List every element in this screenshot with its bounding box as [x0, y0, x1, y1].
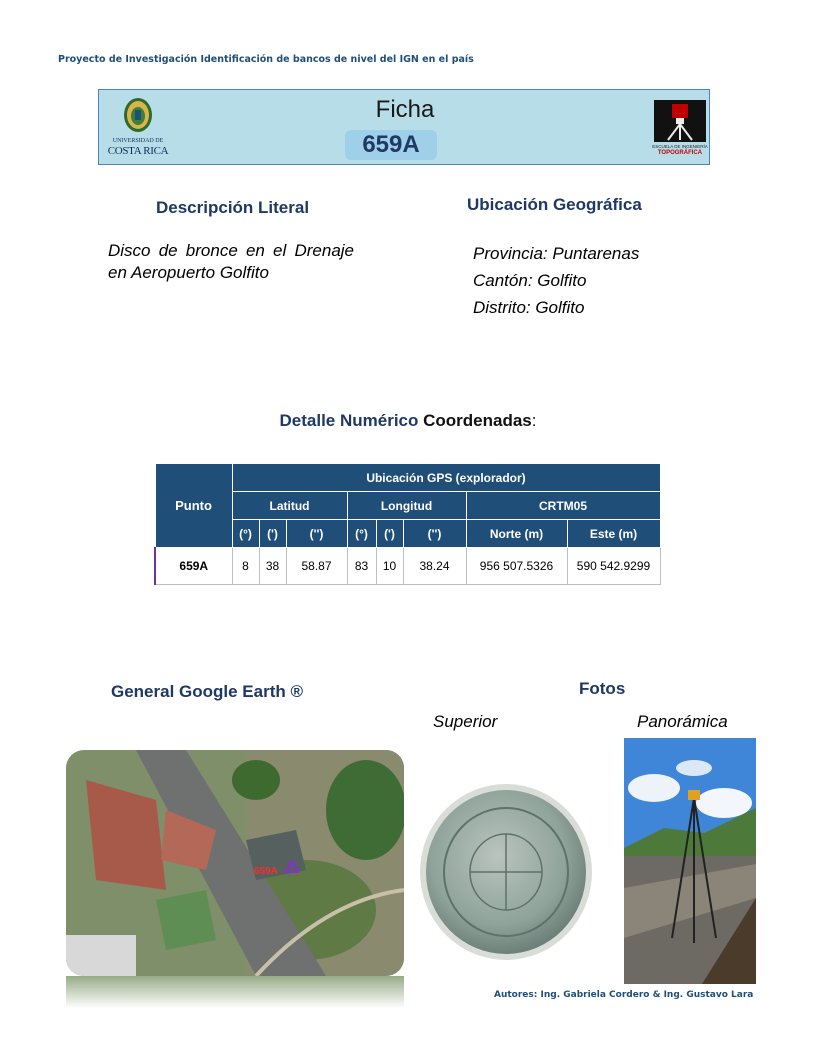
authors-footer: Autores: Ing. Gabriela Cordero & Ing. Gustavo Lara	[494, 990, 754, 1000]
ubicacion-details	[473, 240, 639, 321]
table-row	[155, 548, 660, 585]
topo-logo-line2: TOPOGRÁFICA	[657, 150, 703, 156]
norte-header: Norte (m)	[466, 520, 567, 548]
cell-lon-deg: 83	[347, 548, 376, 585]
aerial-map-image	[66, 750, 404, 976]
ficha-number: 659A	[345, 130, 437, 160]
lon-sec-header: ('')	[403, 520, 466, 548]
lat-sec-header: ('')	[286, 520, 347, 548]
topografia-logo	[652, 98, 708, 158]
descripcion-text: Disco de bronce en el Drenaje en Aeropuerto Golfito	[108, 241, 354, 282]
longitud-header: Longitud	[347, 492, 466, 520]
cell-lat-min: 38	[259, 548, 286, 585]
canton: Cantón: Golfito	[473, 271, 587, 290]
coordenadas-title-part1: Detalle Numérico	[279, 411, 419, 430]
coordinates-table	[154, 463, 661, 585]
gps-header: Ubicación GPS (explorador)	[232, 464, 660, 492]
panoramic-photo-image	[624, 738, 756, 984]
coordenadas-title	[0, 411, 816, 431]
surveying-instrument-icon	[652, 98, 708, 144]
ucr-shield-icon	[107, 96, 169, 138]
coordenadas-title-part3: :	[531, 411, 537, 430]
photo-panoramica	[624, 738, 756, 984]
lat-min-header: (')	[259, 520, 286, 548]
punto-header: Punto	[155, 464, 232, 548]
cell-lon-sec: 38.24	[403, 548, 466, 585]
foto-panoramica-label: Panorámica	[637, 712, 728, 731]
cell-este: 590 542.9299	[567, 548, 660, 585]
crtm-header: CRTM05	[466, 492, 660, 520]
bronze-disc-image	[418, 780, 594, 964]
foto-superior-label: Superior	[433, 712, 498, 731]
cell-norte: 956 507.5326	[466, 548, 567, 585]
ficha-label: Ficha	[375, 96, 435, 123]
distrito: Distrito: Golfito	[473, 298, 585, 317]
ucr-logo-line1: UNIVERSIDAD DE	[112, 138, 164, 144]
topo-logo-line1: ESCUELA DE INGENIERÍA	[652, 144, 708, 149]
latitud-header: Latitud	[232, 492, 347, 520]
google-earth-map	[66, 750, 404, 976]
cell-punto: 659A	[155, 548, 232, 585]
ucr-logo	[107, 96, 169, 158]
descripcion-title: Descripción Literal	[156, 198, 310, 217]
provincia: Provincia: Puntarenas	[473, 244, 640, 263]
fotos-title: Fotos	[579, 679, 626, 698]
ubicacion-title: Ubicación Geográfica	[467, 195, 642, 214]
coordenadas-title-part2: Coordenadas	[423, 411, 532, 430]
lon-deg-header: (°)	[347, 520, 376, 548]
google-earth-title: General Google Earth ®	[111, 682, 304, 701]
header-banner	[98, 89, 710, 165]
cell-lon-min: 10	[376, 548, 403, 585]
este-header: Este (m)	[567, 520, 660, 548]
project-title: Proyecto de Investigación Identificación de bancos de nivel del IGN en el país	[58, 54, 474, 65]
map-marker-label: 659A	[254, 866, 278, 877]
map-fade	[66, 976, 404, 1008]
cell-lat-sec: 58.87	[286, 548, 347, 585]
photo-superior	[418, 780, 594, 964]
lon-min-header: (')	[376, 520, 403, 548]
lat-deg-header: (°)	[232, 520, 259, 548]
ucr-logo-line2: COSTA RICA	[107, 145, 169, 157]
cell-lat-deg: 8	[232, 548, 259, 585]
